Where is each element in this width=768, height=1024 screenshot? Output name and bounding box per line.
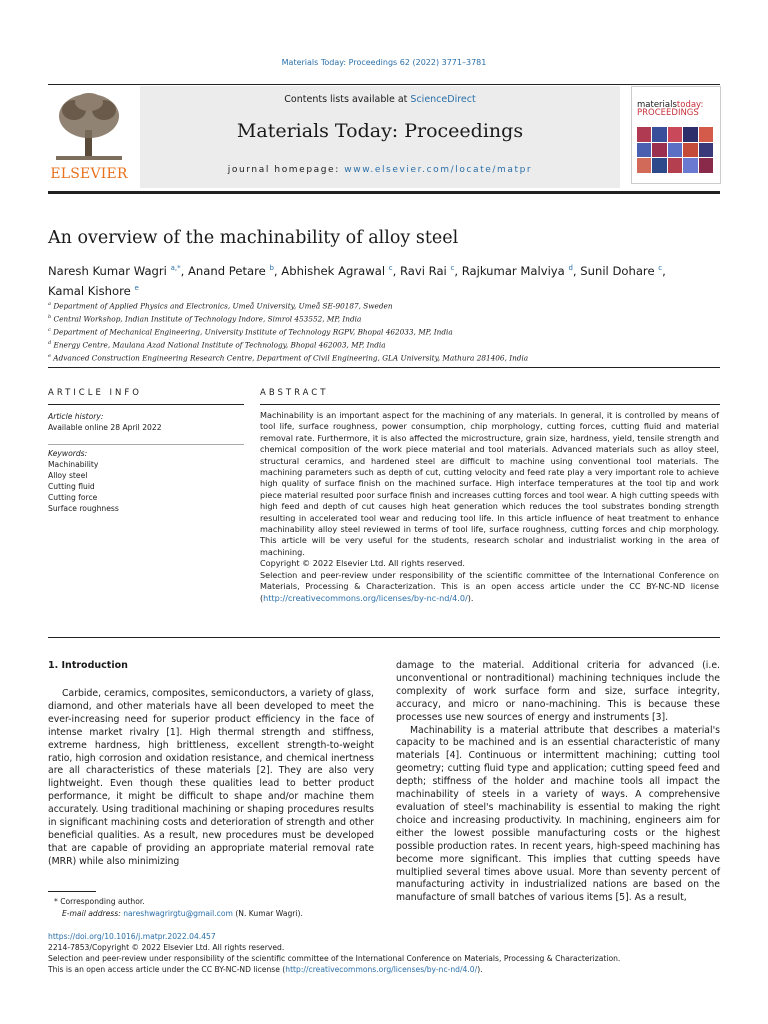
sciencedirect-link[interactable]: ScienceDirect (410, 94, 476, 105)
body-paragraph: damage to the material. Additional criteria for advanced (i.e. unconventional or nontraditional) machining techniques include the complexity of work surface form and size, surface integrity, accuracy, and micro or nano-machining. This is because these processes use new sources of energy and instruments [3]. (396, 660, 720, 723)
history-label: Article history: (48, 412, 104, 421)
author-name: Ravi Rai (399, 263, 447, 278)
abstract-heading: ABSTRACT (260, 388, 329, 398)
keyword-item: Cutting force (48, 493, 98, 502)
author-list: Naresh Kumar Wagri $^{a,*}$, Anand Petare $^b$, Abhishek Agrawal $^c$, Ravi Rai $^c$, Rajkumar Malviya $^d$, Sunil Dohare $^c$, Kamal Kishore $^e$ (48, 263, 666, 298)
footer-license-link[interactable]: http://creativecommons.org/licenses/by-nc-nd/4.0/ (285, 965, 478, 974)
author-affiliation-mark[interactable]: b (269, 264, 274, 272)
abstract-rule (260, 404, 720, 405)
affiliation-item: $^a$ Department of Applied Physics and Electronics, Umeå University, Umeå SE-90187, Sweden (48, 301, 393, 311)
abstract-text: Machinability is an important aspect for the machining of any materials. In general, it is controlled by means of tool life, surface roughness, power consumption, chip morphology, cutting forces, cutting fluid and material removal rate. Furthermore, it is also affected the microstructure, grain size, hardness, yield, tensile strength and chemical composition of the work piece material and tool materials. Advanced materials such as alloy steel, structural ceramics, and hardened steel are difficult to machine using conventional tool materials. The machining parameters such as depth of cut, cutting velocity and feed rate play a very important role to achieve high quality of surface finish on the machined surface. High interface temperatures at the tool tip and work piece material resulted poor surface finish and increases cutting forces and tool wear. A high cutting speeds with high feed and depth of cut causes high heat generation which reduces the tool substrates bonding strength resulting in accelerated tool wear and reducing tool life. In this article influence of heat treatment to enhance machinability alloy steel reviewed in terms of tool life, surface roughness, cutting forces and chip morphology. This article will be very useful for the students, research scholar and industrialist working in the area of machining. (260, 410, 719, 557)
homepage-link[interactable]: www.elsevier.com/locate/matpr (344, 165, 533, 175)
homepage-prefix: journal homepage: (227, 165, 345, 175)
author-email-link[interactable]: nareshwagrirgtu@gmail.com (123, 909, 233, 918)
affiliation-item: $^e$ Advanced Construction Engineering Research Centre, Department of Civil Engineering, GLA University, Mathura 281406, India (48, 353, 529, 363)
copyright-line: Copyright © 2022 Elsevier Ltd. All rights reserved. (260, 558, 465, 569)
contents-prefix: Contents lists available at (284, 94, 411, 105)
keywords-rule (48, 444, 244, 445)
corresponding-author: * Corresponding author. (54, 897, 145, 906)
body-paragraph: Carbide, ceramics, composites, semiconductors, a variety of glass, diamond, and other materials have all been developed to meet the ever-increasing need for superior product efficiency in the face of intense market rivalry [1]. High thermal strength and stiffness, extreme hardness, high brittleness, excellent strength-to-weight ratio, high corrosion and oxidation resistance, and chemical inertness are all characteristics of these materials [2]. They are also very lightweight. Even though these qualities lead to better product performance, it might be difficult to shape and/or machine them accurately. Using traditional machining or shaping procedures results in significant machining costs and deterioration of strength and other beneficial qualities. As a result, new procedures must be developed that are capable of providing an appropriate material removal rate (MRR) while also minimizing (48, 688, 374, 867)
article-info-rule (48, 404, 244, 405)
author-affiliation-mark[interactable]: c (450, 264, 455, 272)
license-link[interactable]: http://creativecommons.org/licenses/by-nc-nd/4.0/ (263, 592, 468, 603)
issn-line: 2214-7853/Copyright © 2022 Elsevier Ltd. All rights reserved. (48, 943, 285, 952)
author-affiliation-mark[interactable]: e (134, 283, 139, 292)
publisher-name: ELSEVIER (50, 166, 128, 182)
author-affiliation-mark[interactable]: c (658, 264, 663, 272)
keyword-item: Alloy steel (48, 471, 88, 480)
article-title: An overview of the machinability of alloy steel (48, 228, 459, 248)
author-affiliation-mark[interactable]: d (568, 264, 573, 272)
author-name: Naresh Kumar Wagri (48, 263, 167, 278)
author-affiliation-mark[interactable]: c (388, 264, 393, 272)
cover-title (637, 101, 703, 117)
cover-title-2: today: (676, 100, 704, 110)
author-affiliation-mark[interactable]: a,* (170, 264, 181, 272)
keyword-item: Machinability (48, 460, 99, 469)
email-line: E-mail address: nareshwagrirgtu@gmail.com (N. Kumar Wagri). (62, 909, 303, 918)
journal-title: Materials Today: Proceedings (236, 120, 524, 142)
corresponding-author-footnote (48, 896, 374, 920)
article-info-heading: ARTICLE INFO (48, 388, 142, 398)
review-note: Selection and peer-review under responsibility of the scientific committee of the International Conference on Materials, Processing & Characterization. This is an open access article under the CC BY-NC-ND license (http://creativecommons.org/licenses/by-nc-nd/4.0/). (260, 569, 719, 603)
section-divider (48, 367, 720, 368)
section-heading-introduction: 1. Introduction (48, 660, 128, 671)
history-value: Available online 28 April 2022 (48, 423, 162, 432)
affiliation-list (48, 299, 728, 364)
keyword-item: Surface roughness (48, 504, 119, 513)
journal-reference-link[interactable]: Materials Today: Proceedings 62 (2022) 3771–3781 (281, 58, 487, 67)
abstract-bottom-rule (48, 637, 720, 638)
cover-title-3: PROCEEDINGS (637, 108, 699, 118)
cover-title-1: materials (637, 100, 677, 110)
open-access-line: This is an open access article under the CC BY-NC-ND license (http://creativecommons.org/licenses/by-nc-nd/4.0/). (48, 965, 483, 974)
body-column-left (48, 688, 374, 869)
author-name: Kamal Kishore (48, 283, 131, 298)
body-paragraph: Machinability is a material attribute that describes a material's capacity to be machined and is an essential characteristic of many materials [4]. Continuous or intermittent machining; cutting tool geometry; cutting fluid type and application; cutting speed feed and depth; stiffness of the holder and machine tools all impact the machinability of steels in a variety of ways. A comprehensive evaluation of steel's machinability is essential to making the right choice and increasing productivity. In machining, engineers aim for either the lowest possible manufacturing costs or the highest possible production rates. In recent years, high-speed machining has become more significant. This implies that cutting speeds have multiplied several times above usual. More than seventy percent of manufacturing activity in industrialized nations are based on the manufacture of small batches of various items [5]. As a result, (396, 724, 720, 904)
author-name: Abhishek Agrawal (281, 263, 386, 278)
article-history (48, 411, 244, 433)
keywords-block (48, 448, 244, 514)
abstract-body (260, 410, 719, 604)
affiliation-item: $^b$ Central Workshop, Indian Institute of Technology Indore, Simrol 453552, MP, India (48, 314, 362, 324)
author-name: Sunil Dohare (580, 263, 655, 278)
keyword-item: Cutting fluid (48, 482, 95, 491)
author-name: Anand Petare (187, 263, 266, 278)
page-footer (48, 931, 728, 975)
cover-image-grid (637, 127, 713, 173)
body-column-right (396, 660, 720, 905)
doi-link[interactable]: https://doi.org/10.1016/j.matpr.2022.04.457 (48, 932, 216, 941)
affiliation-item: $^d$ Energy Centre, Maulana Azad National Institute of Technology, Bhopal 462003, MP, India (48, 340, 386, 350)
author-name: Rajkumar Malviya (461, 263, 565, 278)
journal-cover-thumbnail[interactable] (631, 86, 721, 184)
affiliation-item: $^c$ Department of Mechanical Engineering, University Institute of Technology RGPV, Bhopal 462033, MP, India (48, 327, 453, 337)
selection-line: Selection and peer-review under responsibility of the scientific committee of the International Conference on Materials, Processing & Characterization. (48, 954, 621, 963)
footnote-rule (48, 891, 96, 892)
journal-homepage (140, 165, 620, 175)
keywords-label: Keywords: (48, 449, 88, 458)
contents-line (140, 94, 620, 105)
